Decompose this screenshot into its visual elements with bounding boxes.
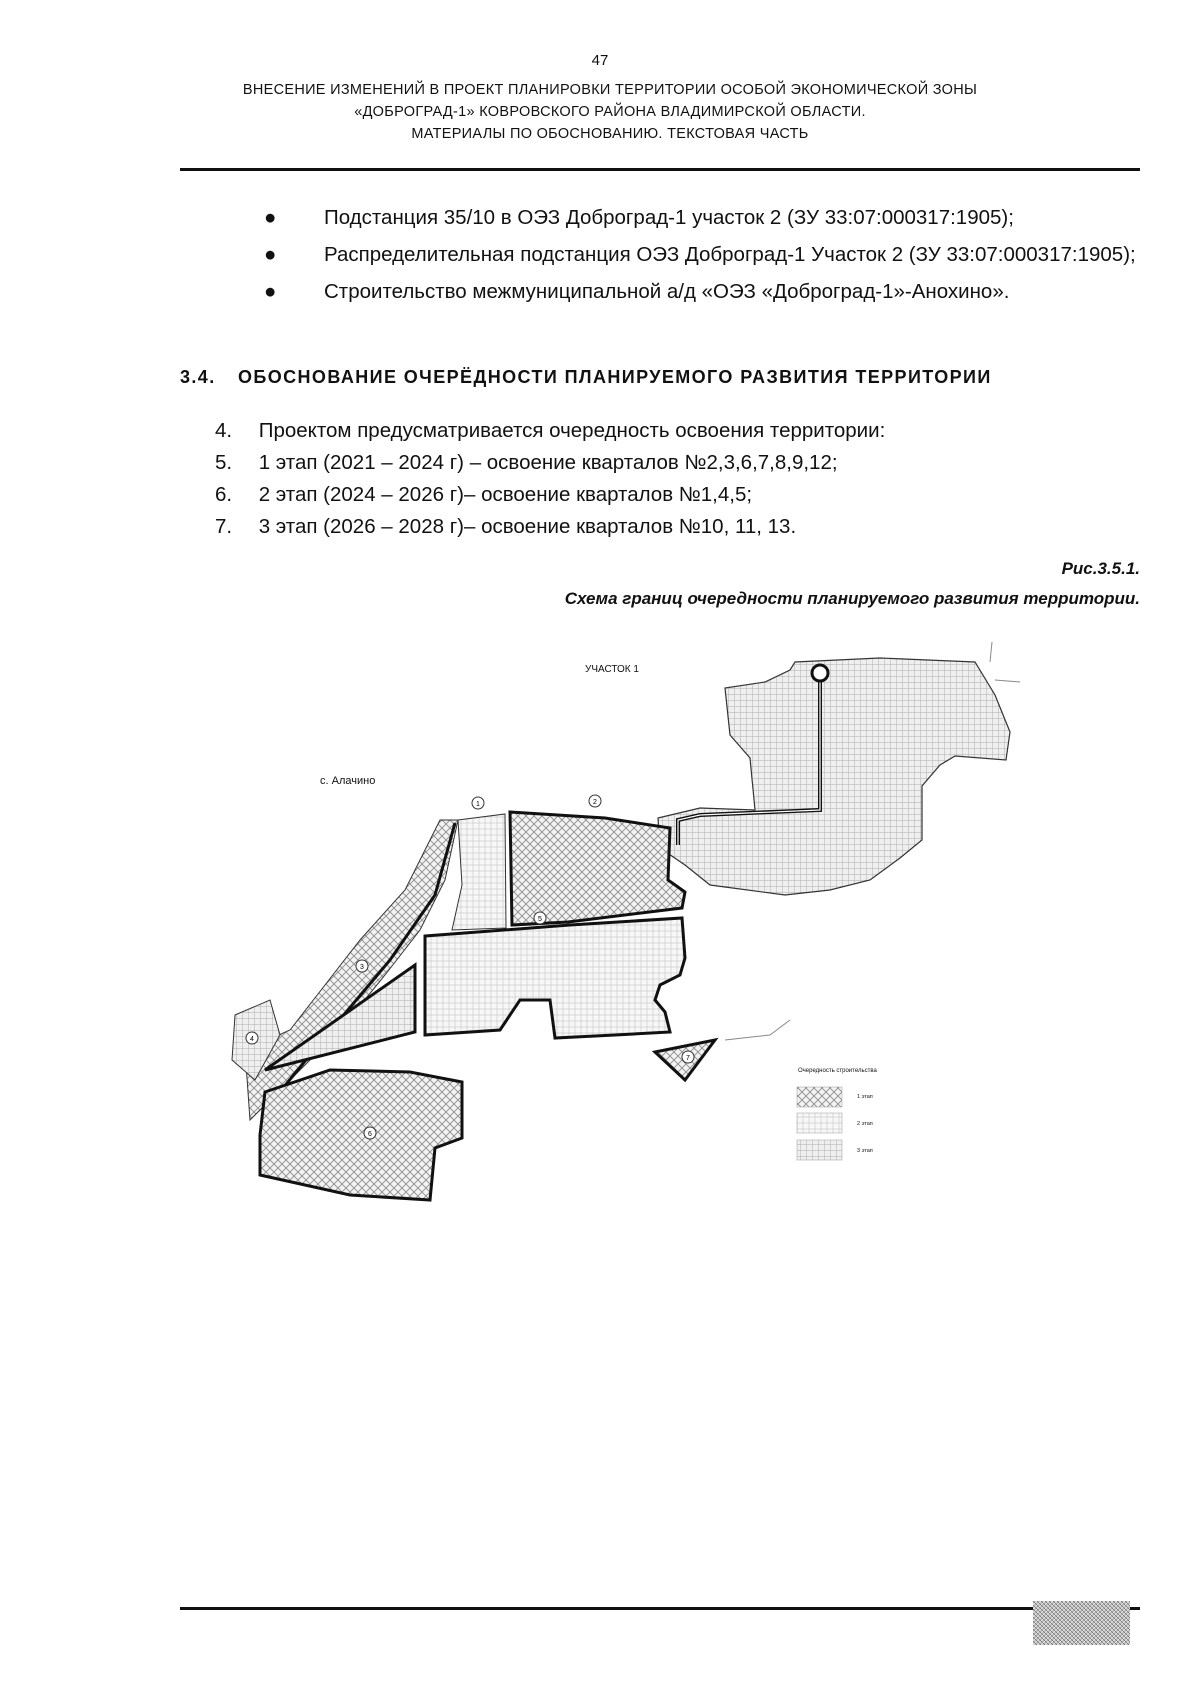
quarter-marker-3: 3 xyxy=(360,964,364,971)
page-number: 47 xyxy=(591,52,609,69)
stage-1-quarter-6 xyxy=(260,1070,462,1200)
list-item xyxy=(260,276,1140,307)
numbered-list xyxy=(215,415,1115,543)
village-label: с. Алачино xyxy=(320,775,376,787)
stage-2-quarter-1 xyxy=(452,814,506,930)
stage-1-quarter-2 xyxy=(510,812,685,925)
bullet-icon: ● xyxy=(264,280,277,303)
quarter-marker-4: 4 xyxy=(250,1036,254,1043)
list-item xyxy=(215,511,1115,543)
plot-label: УЧАСТОК 1 xyxy=(585,664,639,675)
bullet-list xyxy=(260,202,1140,307)
quarter-marker-6: 6 xyxy=(368,1131,372,1138)
map-legend xyxy=(797,1068,877,1160)
item-number: 7. xyxy=(215,515,233,538)
item-number: 5. xyxy=(215,451,233,474)
quarter-marker-5: 5 xyxy=(538,916,542,923)
list-item xyxy=(215,447,1115,479)
legend-swatch-stage-3 xyxy=(797,1140,842,1160)
list-item xyxy=(260,239,1140,270)
territory-map xyxy=(230,640,1130,1280)
bullet-icon: ● xyxy=(264,243,277,266)
item-number: 6. xyxy=(215,483,233,506)
figure-number: Рис.3.5.1. xyxy=(1061,559,1140,578)
bullet-text: Строительство межмуниципальной а/д «ОЭЗ «Доброград-1»-Анохино». xyxy=(324,280,1010,303)
legend-item-2: 2 этап xyxy=(857,1121,873,1127)
item-number: 4. xyxy=(215,419,233,442)
legend-title: Очередность строительства xyxy=(798,1068,877,1074)
stage-2-quarter-5 xyxy=(425,918,685,1038)
legend-swatch-stage-2 xyxy=(797,1113,842,1133)
section-title: ОБОСНОВАНИЕ ОЧЕРЁДНОСТИ ПЛАНИРУЕМОГО РАЗВИТИЯ ТЕРРИТОРИИ xyxy=(238,367,992,387)
bullet-text: Подстанция 35/10 в ОЭЗ Доброград-1 участок 2 (ЗУ 33:07:000317:1905); xyxy=(324,206,1014,229)
bullet-icon: ● xyxy=(264,206,277,229)
list-item xyxy=(215,415,1115,447)
bullet-text: Распределительная подстанция ОЭЗ Доброград-1 Участок 2 (ЗУ 33:07:000317:1905); xyxy=(324,243,1136,266)
section-heading xyxy=(180,367,1140,388)
legend-item-1: 1 этап xyxy=(857,1094,873,1100)
list-item xyxy=(260,202,1140,233)
legend-swatch-stage-1 xyxy=(797,1087,842,1107)
item-text: 2 этап (2024 – 2026 г)– освоение кварталов №1,4,5; xyxy=(258,483,753,506)
header-divider xyxy=(180,168,1140,171)
list-item xyxy=(215,479,1115,511)
header-line-2: «ДОБРОГРАД-1» КОВРОВСКОГО РАЙОНА ВЛАДИМИРСКОЙ ОБЛАСТИ. xyxy=(354,104,866,120)
stamp-image xyxy=(1033,1601,1130,1645)
stage-3-area xyxy=(658,658,1010,895)
legend-item-3: 3 этап xyxy=(857,1148,873,1154)
quarter-marker-7: 7 xyxy=(686,1055,690,1062)
quarter-marker-2: 2 xyxy=(593,799,597,806)
document-header xyxy=(150,79,1070,145)
item-text: 1 этап (2021 – 2024 г) – освоение кварталов №2,3,6,7,8,9,12; xyxy=(258,451,838,474)
section-number: 3.4. xyxy=(180,367,216,387)
item-text: Проектом предусматривается очередность освоения территории: xyxy=(258,419,886,442)
quarter-marker-1: 1 xyxy=(476,801,480,808)
header-line-3: МАТЕРИАЛЫ ПО ОБОСНОВАНИЮ. ТЕКСТОВАЯ ЧАСТЬ xyxy=(411,126,809,142)
figure-title: Схема границ очередности планируемого развития территории. xyxy=(564,589,1140,608)
footer-divider xyxy=(180,1607,1140,1610)
header-line-1: ВНЕСЕНИЕ ИЗМЕНЕНИЙ В ПРОЕКТ ПЛАНИРОВКИ ТЕРРИТОРИИ ОСОБОЙ ЭКОНОМИЧЕСКОЙ ЗОНЫ xyxy=(242,82,978,98)
item-text: 3 этап (2026 – 2028 г)– освоение кварталов №10, 11, 13. xyxy=(258,515,797,538)
